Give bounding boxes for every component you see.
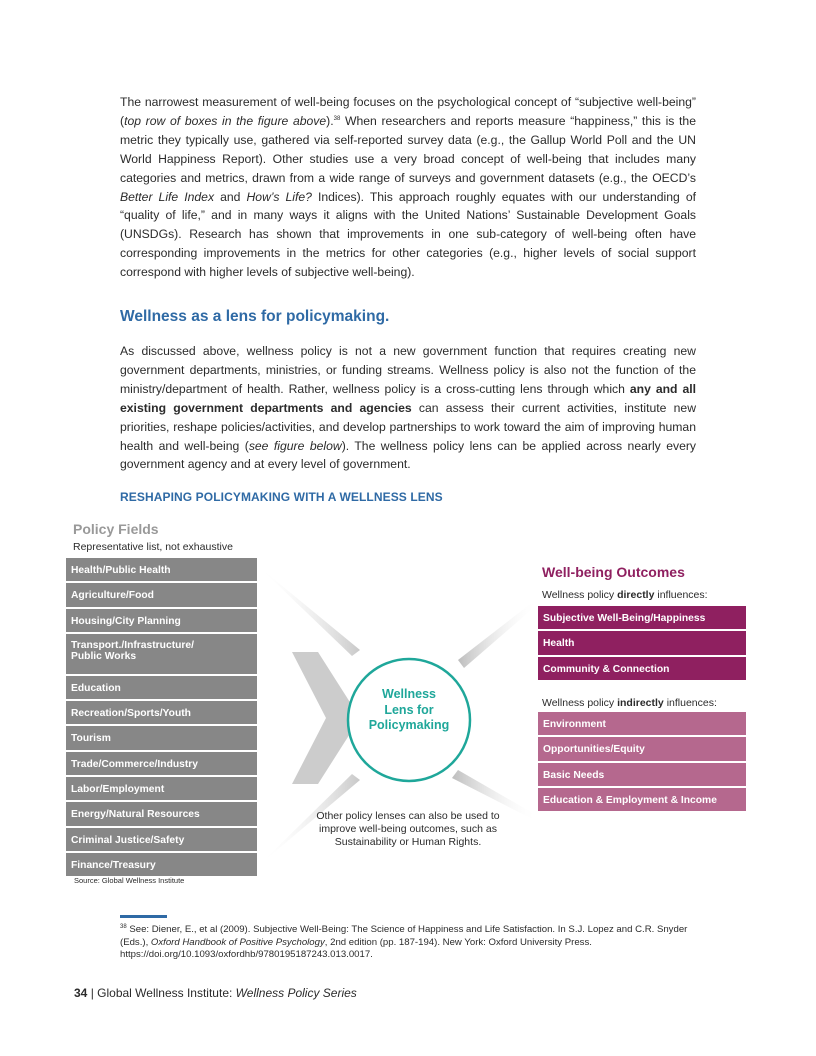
- figure-source: Source: Global Wellness Institute: [74, 876, 185, 885]
- outcome-community: Community & Connection: [538, 657, 746, 682]
- policy-fields-heading: Policy Fields: [73, 521, 159, 537]
- page-footer: 34 | Global Wellness Institute: Wellness Policy Series: [74, 986, 357, 1000]
- field-housing: Housing/City Planning: [66, 609, 257, 634]
- field-agriculture: Agriculture/Food: [66, 583, 257, 608]
- direct-outcomes-list: [538, 606, 746, 682]
- field-finance: Finance/Treasury: [66, 853, 257, 878]
- field-transport: Transport./Infrastructure/ Public Works: [66, 634, 257, 676]
- indirect-influence-label: Wellness policy indirectly influences:: [542, 697, 717, 709]
- field-labor: Labor/Employment: [66, 777, 257, 802]
- lens-label: Wellness Lens for Policymaking: [368, 687, 450, 732]
- outcome-basic-needs: Basic Needs: [538, 763, 746, 788]
- field-recreation: Recreation/Sports/Youth: [66, 701, 257, 726]
- direct-influence-label: Wellness policy directly influences:: [542, 589, 708, 601]
- indirect-outcomes-list: [538, 712, 746, 813]
- field-justice: Criminal Justice/Safety: [66, 828, 257, 853]
- figure-title: RESHAPING POLICYMAKING WITH A WELLNESS LENS: [120, 490, 443, 504]
- field-education: Education: [66, 676, 257, 701]
- field-health: Health/Public Health: [66, 558, 257, 583]
- right-ray-upper: [458, 598, 538, 668]
- body-paragraph-2: As discussed above, wellness policy is not a new government function that requires creating new government departments, ministries, or funding streams. Wellness policy is also not the function of the ministry/department of health. Rather, wellness policy is a cross-cutting lens through which any and all existing government departments and agencies can assess their current activities, institute new priorities, reshape policies/activities, and develop partnerships to work toward the aim of improving human health and well-being (see figure below). The wellness policy lens can be applied across nearly every government agency and at every level of government.: [120, 344, 697, 472]
- other-lenses-note: Other policy lenses can also be used to improve well-being outcomes, such as Sustainability or Human Rights.: [316, 810, 500, 848]
- outcome-education-employment: Education & Employment & Income: [538, 788, 746, 813]
- footnote: $^{38}$ See: Diener, E., et al (2009). Subjective Well-Being: The Science of Happiness and Life Satisfaction. In S.J. Lopez and C.R. Snyder (Eds.), Oxford Handbook of Positive Psychology, 2nd edition (pp. 187-194). New York: Oxford University Press. https://doi.org/10.1093/oxfordhb/9780195187243.013.0017.: [120, 923, 688, 960]
- section-heading: Wellness as a lens for policymaking.: [120, 308, 390, 325]
- outcomes-heading: Well-being Outcomes: [542, 564, 685, 580]
- series-name: Wellness Policy Series: [235, 986, 357, 1000]
- field-tourism: Tourism: [66, 726, 257, 751]
- policy-fields-subheading: Representative list, not exhaustive: [73, 541, 233, 553]
- left-ray-upper: [258, 566, 360, 656]
- page-number: 34: [74, 986, 88, 1000]
- footnote-ref[interactable]: 38: [333, 115, 341, 122]
- outcome-subjective-wellbeing: Subjective Well-Being/Happiness: [538, 606, 746, 631]
- field-trade: Trade/Commerce/Industry: [66, 752, 257, 777]
- footnote-divider: [120, 915, 167, 918]
- policy-fields-list: [66, 558, 257, 878]
- body-paragraph-1: The narrowest measurement of well-being focuses on the psychological concept of “subjective well-being” (top row of boxes in the figure above).$^{38}$ When researchers and reports measure “happiness,” this is the metric they typically use, gathered via self-reported survey data (e.g., the Gallup World Poll and the UN World Happiness Report). Other studies use a very broad concept of well-being that includes many categories and metrics, drawn from a wide range of surveys and government datasets (e.g., the OECD’s Better Life Index and How’s Life? Indices). This approach roughly equates with our understanding of “quality of life,” and in many ways it aligns with the United Nations’ Sustainable Development Goals (UNSDGs). Research has shown that improvements in one sub-category of well-being often have corresponding improvements in the metrics for other categories (e.g., higher levels of social support correspond with higher levels of subjective well-being).: [120, 95, 696, 280]
- outcome-environment: Environment: [538, 712, 746, 737]
- field-energy: Energy/Natural Resources: [66, 802, 257, 827]
- outcome-health: Health: [538, 631, 746, 656]
- outcome-opportunities: Opportunities/Equity: [538, 737, 746, 762]
